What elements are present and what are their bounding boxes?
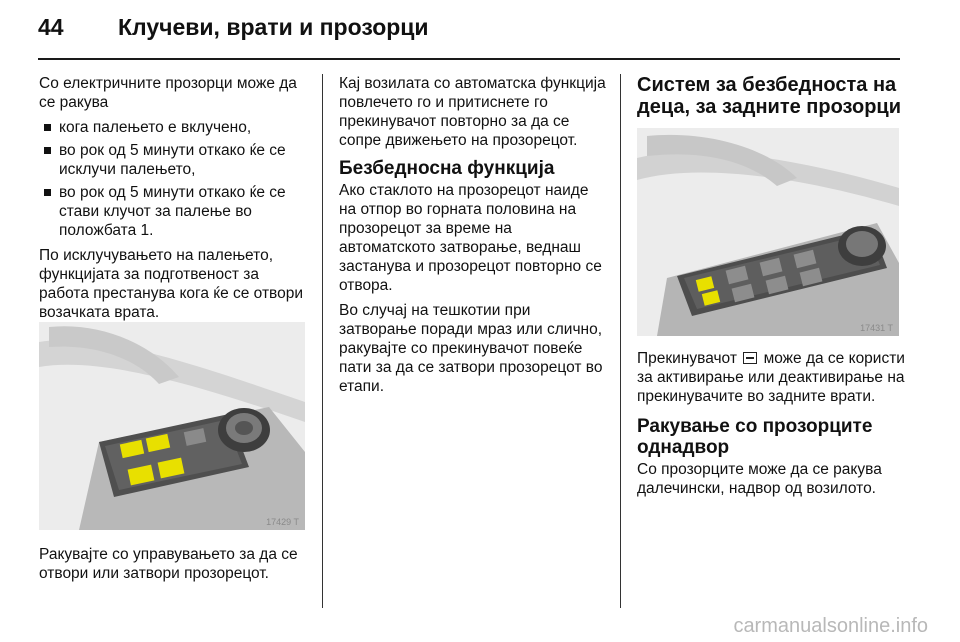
window-switch-figure [39, 322, 305, 530]
switch-paragraph [637, 349, 907, 406]
column-1 [39, 74, 311, 328]
auto-function-paragraph: Кај возилата со автоматска функција повлечето го и притиснете го прекинувачот повторно за да се сопре движењето на прозорецот. [339, 75, 606, 149]
figure-caption: Ракувајте со управувањето за да се отвори или затвори прозорецот. [39, 546, 298, 582]
list-item: во рок од 5 минути откако ќе се стави клучот за палење во положбата 1. [39, 183, 311, 240]
switch-text-after: може да се користи за активирање или деактивирање на прекинувачите во задните врати. [637, 350, 905, 405]
child-lock-figure [637, 128, 899, 336]
door-panel-illustration [39, 322, 305, 530]
child-lock-switch-icon [743, 352, 757, 364]
intro-text: Со електричните прозорци може да се ракува [39, 75, 297, 111]
figure-code: 17431 T [860, 323, 893, 333]
list-item: кога палењето е вклучено, [39, 118, 311, 137]
remote-operation-text: Со прозорците може да се ракува далечински, надвор од возилото. [637, 461, 882, 497]
difficulty-text: Во случај на тешкотии при затворање поради мраз или слично, ракувајте со прекинувачот повеќе пати за да се затвори прозорецот во етапи. [339, 302, 603, 395]
safety-heading: Безбедносна функција [339, 158, 555, 179]
safety-text: Ако стаклото на прозорецот наиде на отпор во горната половина на прозорецот за време на автоматското затворање, веднаш застанува и прозорецот повторно се отвора. [339, 182, 602, 294]
column-divider-1 [322, 74, 323, 608]
page-title: Клучеви, врати и прозорци [118, 14, 429, 40]
door-panel-illustration-2 [637, 128, 899, 336]
watermark: carmanualsonline.info [733, 615, 928, 637]
list-item: во рок од 5 минути откако ќе се исклучи палењето, [39, 141, 311, 179]
figure-code: 17429 T [266, 517, 299, 527]
child-safety-heading: Систем за безбедноста на деца, за задните прозорци [637, 74, 902, 118]
header-rule [38, 58, 900, 60]
column-3 [637, 74, 907, 126]
page-number: 44 [38, 14, 64, 40]
switch-text-before: Прекинувачот [637, 350, 737, 367]
remote-operation-heading: Ракување со прозорците однадвор [637, 416, 873, 458]
column-divider-2 [620, 74, 621, 608]
conditions-list [39, 118, 311, 240]
page-header [0, 0, 960, 58]
column-3-lower [637, 349, 907, 508]
standby-paragraph: По исклучувањето на палењето, функцијата за подготвеност за работа престанува кога ќе се отвори возачката врата. [39, 247, 304, 321]
column-2 [339, 74, 609, 402]
